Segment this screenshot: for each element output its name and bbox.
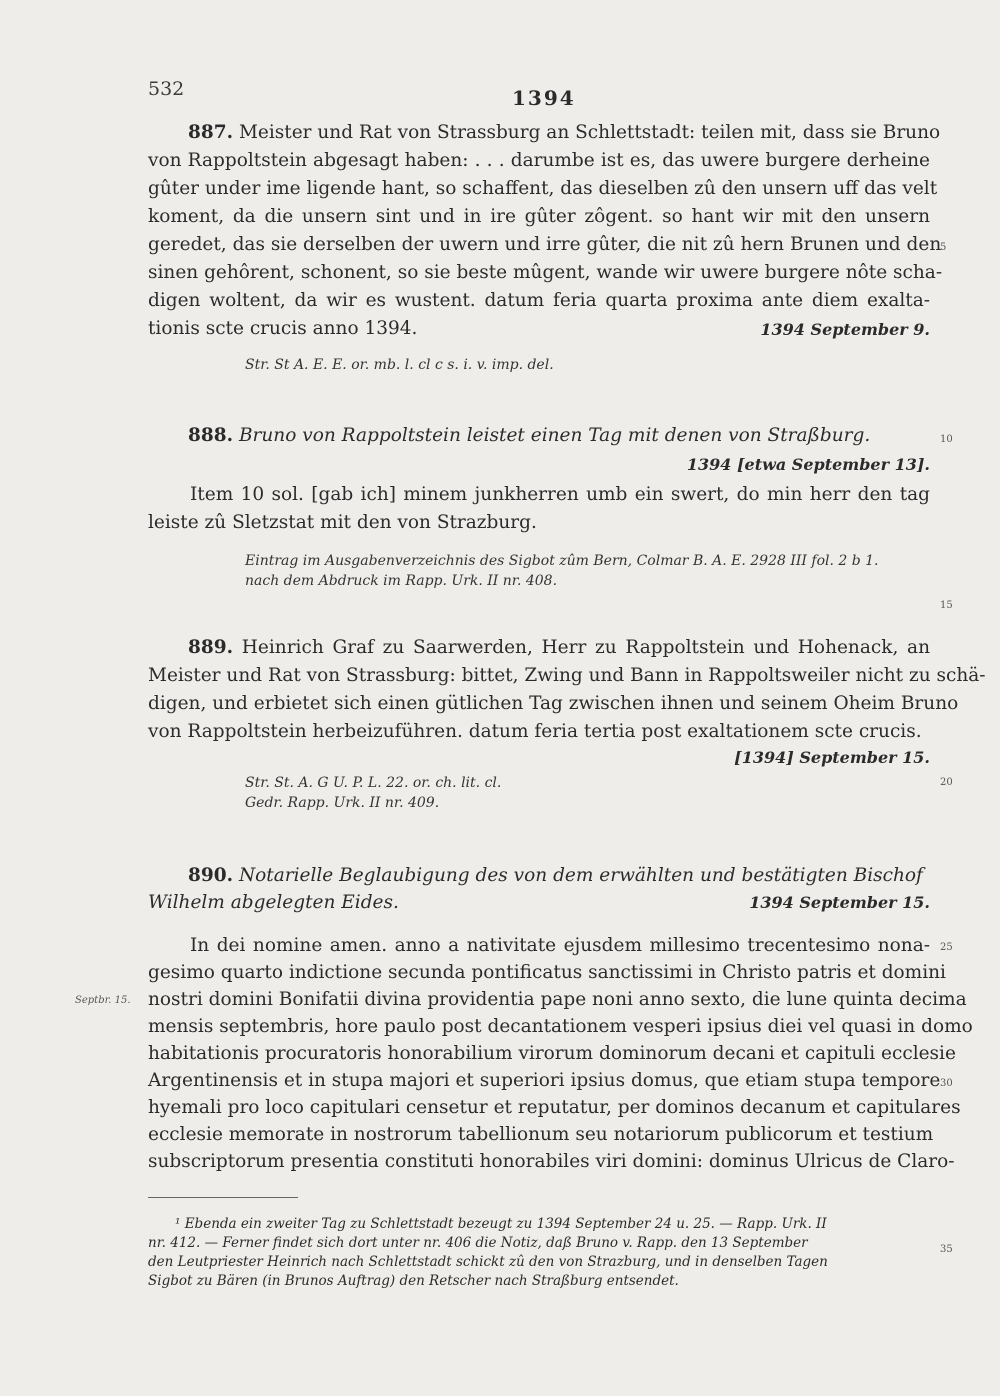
entry-889-source: Gedr. Rapp. Urk. II nr. 409.	[245, 795, 440, 811]
entry-887-line: geredet, das sie derselben der uwern und irre gûter, die nit zû hern Brunen und den	[148, 234, 942, 255]
entry-887-line: 887. Meister und Rat von Strassburg an Schlettstadt: teilen mit, dass sie Bruno	[188, 122, 941, 143]
footnote-line: den Leutpriester Heinrich nach Schlettstadt schickt zû den von Strazburg, und in denselben Tagen	[148, 1254, 828, 1270]
entry-887-date: 1394 September 9.	[760, 320, 930, 339]
entry-888-date: 1394 [etwa September 13].	[686, 455, 930, 474]
entry-890-line: habitationis procuratoris honorabilium virorum dominorum decani et capituli ecclesie	[148, 1043, 956, 1064]
footnote-line: Sigbot zu Bären (in Brunos Auftrag) den Retscher nach Straßburg entsendet.	[148, 1273, 679, 1289]
entry-890-line: ecclesie memorate in nostrorum tabellionum seu notariorum publicorum et testium	[148, 1124, 934, 1145]
entry-887-line: gûter under ime ligende hant, so schaffent, das dieselben zû den unsern uff das velt	[148, 178, 938, 199]
line-number: 25	[940, 942, 953, 953]
entry-890-line: gesimo quarto indictione secunda pontificatus sanctissimi in Christo patris et domini	[148, 962, 946, 983]
entry-887-line: tionis scte crucis anno 1394.	[148, 318, 418, 339]
line-number: 30	[940, 1078, 953, 1089]
entry-890-line: nostri domini Bonifatii divina providentia pape noni anno sexto, die lune quinta decima	[148, 989, 967, 1010]
entry-890-heading: Wilhelm abgelegten Eides.	[148, 892, 399, 913]
running-year: 1394	[512, 86, 576, 110]
footnote-line: nr. 412. — Ferner findet sich dort unter nr. 406 die Notiz, daß Bruno v. Rapp. den 13 September	[148, 1235, 808, 1251]
line-number: 10	[940, 434, 953, 445]
entry-890-line: mensis septembris, hore paulo post decantationem vesperi ipsius diei vel quasi in domo	[148, 1016, 973, 1037]
entry-889-date: [1394] September 15.	[734, 748, 930, 767]
entry-888-source: nach dem Abdruck im Rapp. Urk. II nr. 408.	[245, 573, 558, 589]
entry-889-line: Meister und Rat von Strassburg: bittet, Zwing und Bann in Rappoltsweiler nicht zu schä-	[148, 665, 986, 686]
entry-888-line: leiste zû Sletzstat mit den von Strazburg.	[148, 512, 537, 533]
entry-890-date: 1394 September 15.	[749, 893, 930, 912]
entry-887-line: sinen gehôrent, schonent, so sie beste mûgent, wande wir uwere burgere nôte scha-	[148, 262, 943, 283]
entry-889-line: digen, und erbietet sich einen gütlichen Tag zwischen ihnen und seinem Oheim Bruno	[148, 693, 959, 714]
entry-889-line: 889. Heinrich Graf zu Saarwerden, Herr zu Rappoltstein und Hohenack, an	[188, 637, 930, 658]
entry-889-number: 889.	[188, 637, 234, 658]
entry-887-line: koment, da die unsern sint und in ire gûter zôgent. so hant wir mit den unsern	[148, 206, 930, 227]
footnote-rule	[148, 1197, 298, 1198]
entry-890-number: 890.	[188, 865, 234, 886]
entry-890-line: hyemali pro loco capitulari censetur et reputatur, per dominos decanum et capitulares	[148, 1097, 961, 1118]
entry-890-line: subscriptorum presentia constituti honorabiles viri domini: dominus Ulricus de Claro-	[148, 1151, 955, 1172]
entry-888-number: 888.	[188, 425, 234, 446]
entry-888-heading: 888. Bruno von Rappoltstein leistet einen Tag mit denen von Straßburg.	[188, 425, 871, 446]
margin-note: Septbr. 15.	[75, 995, 131, 1006]
entry-887-line: digen woltent, da wir es wustent. datum feria quarta proxima ante diem exalta-	[148, 290, 930, 311]
entry-887-number: 887.	[188, 122, 234, 143]
entry-890-line: Argentinensis et in stupa majori et superiori ipsius domus, que etiam stupa tempore	[148, 1070, 941, 1091]
footnote-line: ¹ Ebenda ein zweiter Tag zu Schlettstadt bezeugt zu 1394 September 24 u. 25. — Rapp. Urk. II	[175, 1216, 827, 1232]
entry-889-line: von Rappoltstein herbeizuführen. datum feria tertia post exaltationem scte crucis.	[148, 721, 922, 742]
line-number: 5	[940, 242, 947, 253]
page-number: 532	[148, 78, 185, 100]
entry-888-line: Item 10 sol. [gab ich] minem junkherren umb ein swert, do min herr den tag	[190, 484, 930, 505]
entry-890-line: In dei nomine amen. anno a nativitate ejusdem millesimo trecentesimo nona-	[190, 935, 930, 956]
line-number: 35	[940, 1244, 953, 1255]
entry-888-source: Eintrag im Ausgabenverzeichnis des Sigbot zûm Bern, Colmar B. A. E. 2928 III fol. 2 b 1.	[245, 553, 879, 569]
entry-890-heading: 890. Notarielle Beglaubigung des von dem erwählten und bestätigten Bischof	[188, 865, 923, 886]
entry-887-line: von Rappoltstein abgesagt haben: . . . darumbe ist es, das uwere burgere derheine	[148, 150, 930, 171]
entry-889-source: Str. St. A. G U. P. L. 22. or. ch. lit. cl.	[245, 775, 502, 791]
line-number: 15	[940, 600, 953, 611]
line-number: 20	[940, 777, 953, 788]
entry-887-source: Str. St A. E. E. or. mb. l. cl c s. i. v. imp. del.	[245, 357, 554, 373]
